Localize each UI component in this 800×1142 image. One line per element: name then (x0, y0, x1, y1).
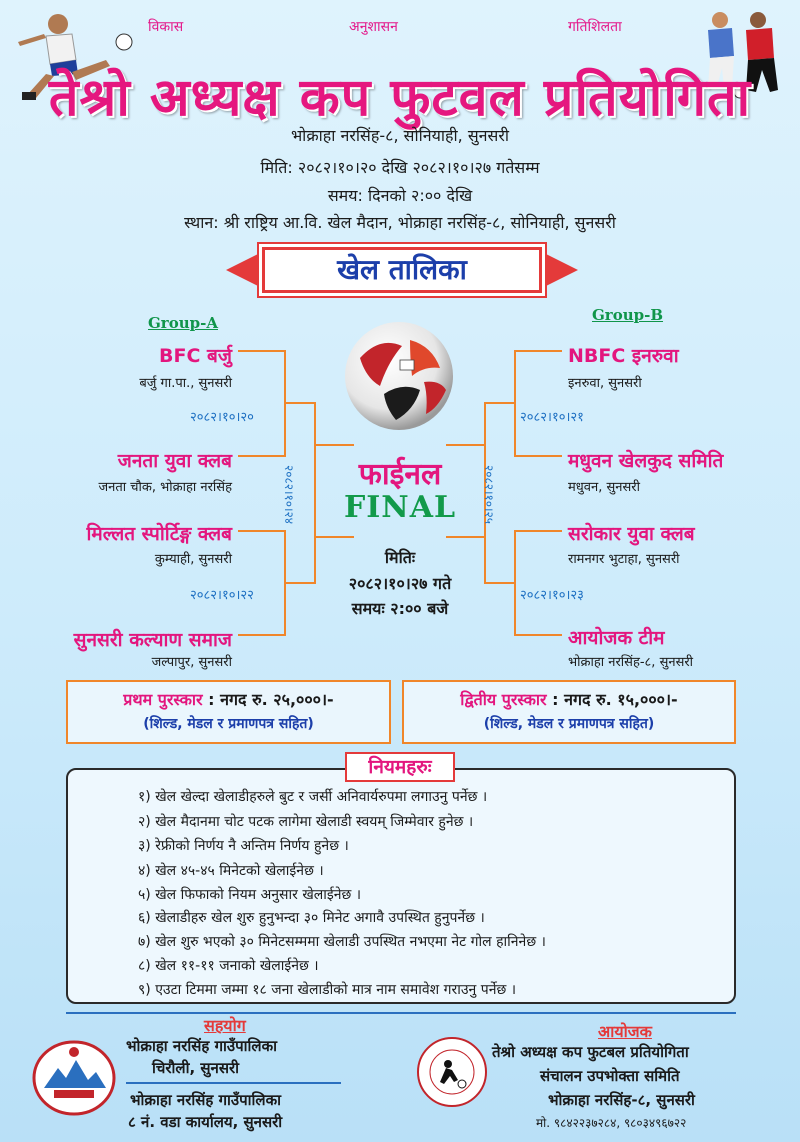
team-a3-name: मिल्लत स्पोर्टिङ्ग क्लब (86, 523, 232, 545)
organizer-phone: मो. ९८४२२३७२८४, ९८०३४९६७२२ (536, 1116, 687, 1130)
football-icon (340, 316, 458, 434)
rule-item: ४) खेल ४५-४५ मिनेटको खेलाईनेछ । (138, 863, 324, 879)
first-prize-box (66, 680, 391, 744)
rule-item: ६) खेलाडीहरु खेल शुरु हुनुभन्दा ३० मिनेट अगावै उपस्थित हुनुपर्नेछ । (138, 910, 485, 926)
semi-b-date: २०८२।१०।२५ (482, 464, 497, 525)
bracket-a-final-h2 (314, 536, 354, 538)
rule-item: ८) खेल ११-११ जनाको खेलाईनेछ । (138, 958, 319, 974)
bracket-b3-h (514, 530, 562, 532)
team-a1-name: BFC बर्जु (159, 345, 232, 367)
team-b3-name: सरोकार युवा क्लब (568, 523, 695, 545)
organizer-line-3: भोक्राहा नरसिंह-८, सुनसरी (548, 1091, 695, 1109)
rule-item: ९) एउटा टिममा जम्मा १८ जना खेलाडीको मात्र नाम समावेश गराउनु पर्नेछ । (138, 982, 517, 998)
team-a2-address: जनता चौक, भोक्राहा नरसिंह (98, 480, 232, 495)
match-b1-date: २०८२।१०।२१ (520, 410, 584, 425)
schedule-banner: खेल तालिका (262, 247, 542, 293)
first-prize-note: (शिल्ड, मेडल र प्रमाणपत्र सहित) (143, 716, 314, 732)
banner-ribbon-left (226, 252, 262, 288)
second-prize-amount: : नगद रु. १५,०००।- (552, 690, 678, 709)
team-b1-address: इनरुवा, सुनसरी (568, 376, 642, 391)
match-b2-date: २०८२।१०।२३ (520, 588, 584, 603)
first-prize-line (68, 688, 389, 710)
motto-development: विकास (148, 19, 184, 35)
bracket-a4-h (238, 634, 284, 636)
location-line: भोक्राहा नरसिंह-८, सोनियाही, सुनसरी (290, 126, 510, 145)
group-a-label: Group-A (148, 314, 218, 332)
bracket-a1-h (238, 350, 284, 352)
team-b4-address: भोक्राहा नरसिंह-८, सुनसरी (568, 655, 694, 670)
team-b4-name: आयोजक टीम (568, 627, 665, 649)
team-b3-address: रामनगर भुटाहा, सुनसरी (568, 552, 680, 567)
team-a2-name: जनता युवा क्लब (117, 450, 232, 472)
bracket-b-final-h (446, 444, 486, 446)
team-b1-name: NBFC इनरुवा (568, 345, 679, 367)
rule-item: ५) खेल फिफाको नियम अनुसार खेलाईनेछ । (138, 887, 362, 903)
semi-a-date: २०८२।१०।२४ (282, 464, 297, 525)
match-a1-date: २०८२।१०।२० (190, 410, 254, 425)
bracket-b-final-h2 (446, 536, 486, 538)
support-line-1: भोक्राहा नरसिंह गाउँपालिका (126, 1037, 277, 1055)
support-line-3: भोक्राहा नरसिंह गाउँपालिका (130, 1091, 281, 1109)
bracket-b2-h (514, 455, 562, 457)
page-title: तेश्रो अध्यक्ष कप फुटवल प्रतियोगिता (48, 68, 752, 128)
bracket-a2-h (238, 455, 284, 457)
bracket-b12-v (514, 350, 516, 457)
final-date-label: मितिः (384, 548, 416, 567)
group-b-label: Group-B (592, 306, 664, 324)
bracket-a-semi-v (314, 402, 316, 584)
team-a1-address: बर्जु गा.पा., सुनसरी (139, 376, 232, 391)
final-date: २०८२।१०।२७ गते (348, 574, 452, 593)
bracket-a12-out (284, 402, 314, 404)
team-a3-address: कुम्याही, सुनसरी (154, 552, 232, 567)
motto-discipline: अनुशासन (349, 19, 398, 35)
rule-item: ३) रेफ्रीको निर्णय नै अन्तिम निर्णय हुनेछ । (138, 838, 349, 854)
final-time: समयः २:०० बजे (351, 599, 449, 618)
first-prize-label: प्रथम पुरस्कार (123, 690, 203, 709)
team-b2-address: मधुवन, सुनसरी (568, 480, 640, 495)
support-heading: सहयोग (204, 1016, 246, 1035)
organizer-heading: आयोजक (598, 1022, 652, 1041)
support-line-2: चिरौली, सुनसरी (152, 1059, 240, 1077)
date-line: मिति: २०८२।१०।२० देखि २०८२।१०।२७ गतेसम्म (260, 158, 540, 177)
support-divider (126, 1082, 341, 1084)
organizer-logo (416, 1036, 488, 1108)
bracket-b4-h (514, 634, 562, 636)
bracket-b34-v (514, 530, 516, 636)
rule-item: ७) खेल शुरु भएको ३० मिनेटसम्ममा खेलाडी उपस्थित नभएमा नेट गोल हानिनेछ । (138, 934, 546, 950)
match-a2-date: २०८२।१०।२२ (190, 588, 254, 603)
second-prize-box (402, 680, 736, 744)
footer-divider (66, 1012, 736, 1014)
motto-dynamism: गतिशिलता (568, 19, 622, 35)
team-a4-name: सुनसरी कल्याण समाज (73, 629, 232, 651)
second-prize-note: (शिल्ड, मेडल र प्रमाणपत्र सहित) (483, 716, 655, 732)
bracket-b12-out (484, 402, 514, 404)
municipality-logo (30, 1038, 118, 1118)
rule-item: २) खेल मैदानमा चोट पटक लागेमा खेलाडी स्वयम् जिम्मेवार हुनेछ । (138, 814, 474, 830)
bracket-b1-h (514, 350, 562, 352)
team-b2-name: मधुवन खेलकुद समिति (568, 450, 724, 472)
organizer-line-2: संचालन उपभोक्ता समिति (540, 1067, 680, 1085)
second-prize-label: द्वितीय पुरस्कार (460, 690, 547, 709)
rules-title: नियमहरुः (345, 752, 455, 782)
first-prize-amount: : नगद रु. २५,०००।- (208, 690, 334, 709)
team-a4-address: जल्पापुर, सुनसरी (151, 655, 232, 670)
bracket-a-final-h (314, 444, 354, 446)
venue-line: स्थान: श्री राष्ट्रिय आ.वि. खेल मैदान, भोक्राहा नरसिंह-८, सोनियाही, सुनसरी (184, 213, 616, 232)
final-label-np: फाईनल (358, 457, 442, 492)
second-prize-line (404, 688, 734, 710)
support-line-4: ८ नं. वडा कार्यालय, सुनसरी (128, 1113, 283, 1131)
rule-item: १) खेल खेल्दा खेलाडीहरुले बुट र जर्सी अनिवार्यरुपमा लगाउनु पर्नेछ । (138, 789, 488, 805)
final-label-en: FINAL (343, 490, 457, 525)
banner-ribbon-right (542, 252, 578, 288)
time-line: समय: दिनको २:०० देखि (327, 186, 473, 205)
bracket-a3-h (238, 530, 284, 532)
organizer-line-1: तेश्रो अध्यक्ष कप फुटबल प्रतियोगिता (492, 1043, 689, 1061)
